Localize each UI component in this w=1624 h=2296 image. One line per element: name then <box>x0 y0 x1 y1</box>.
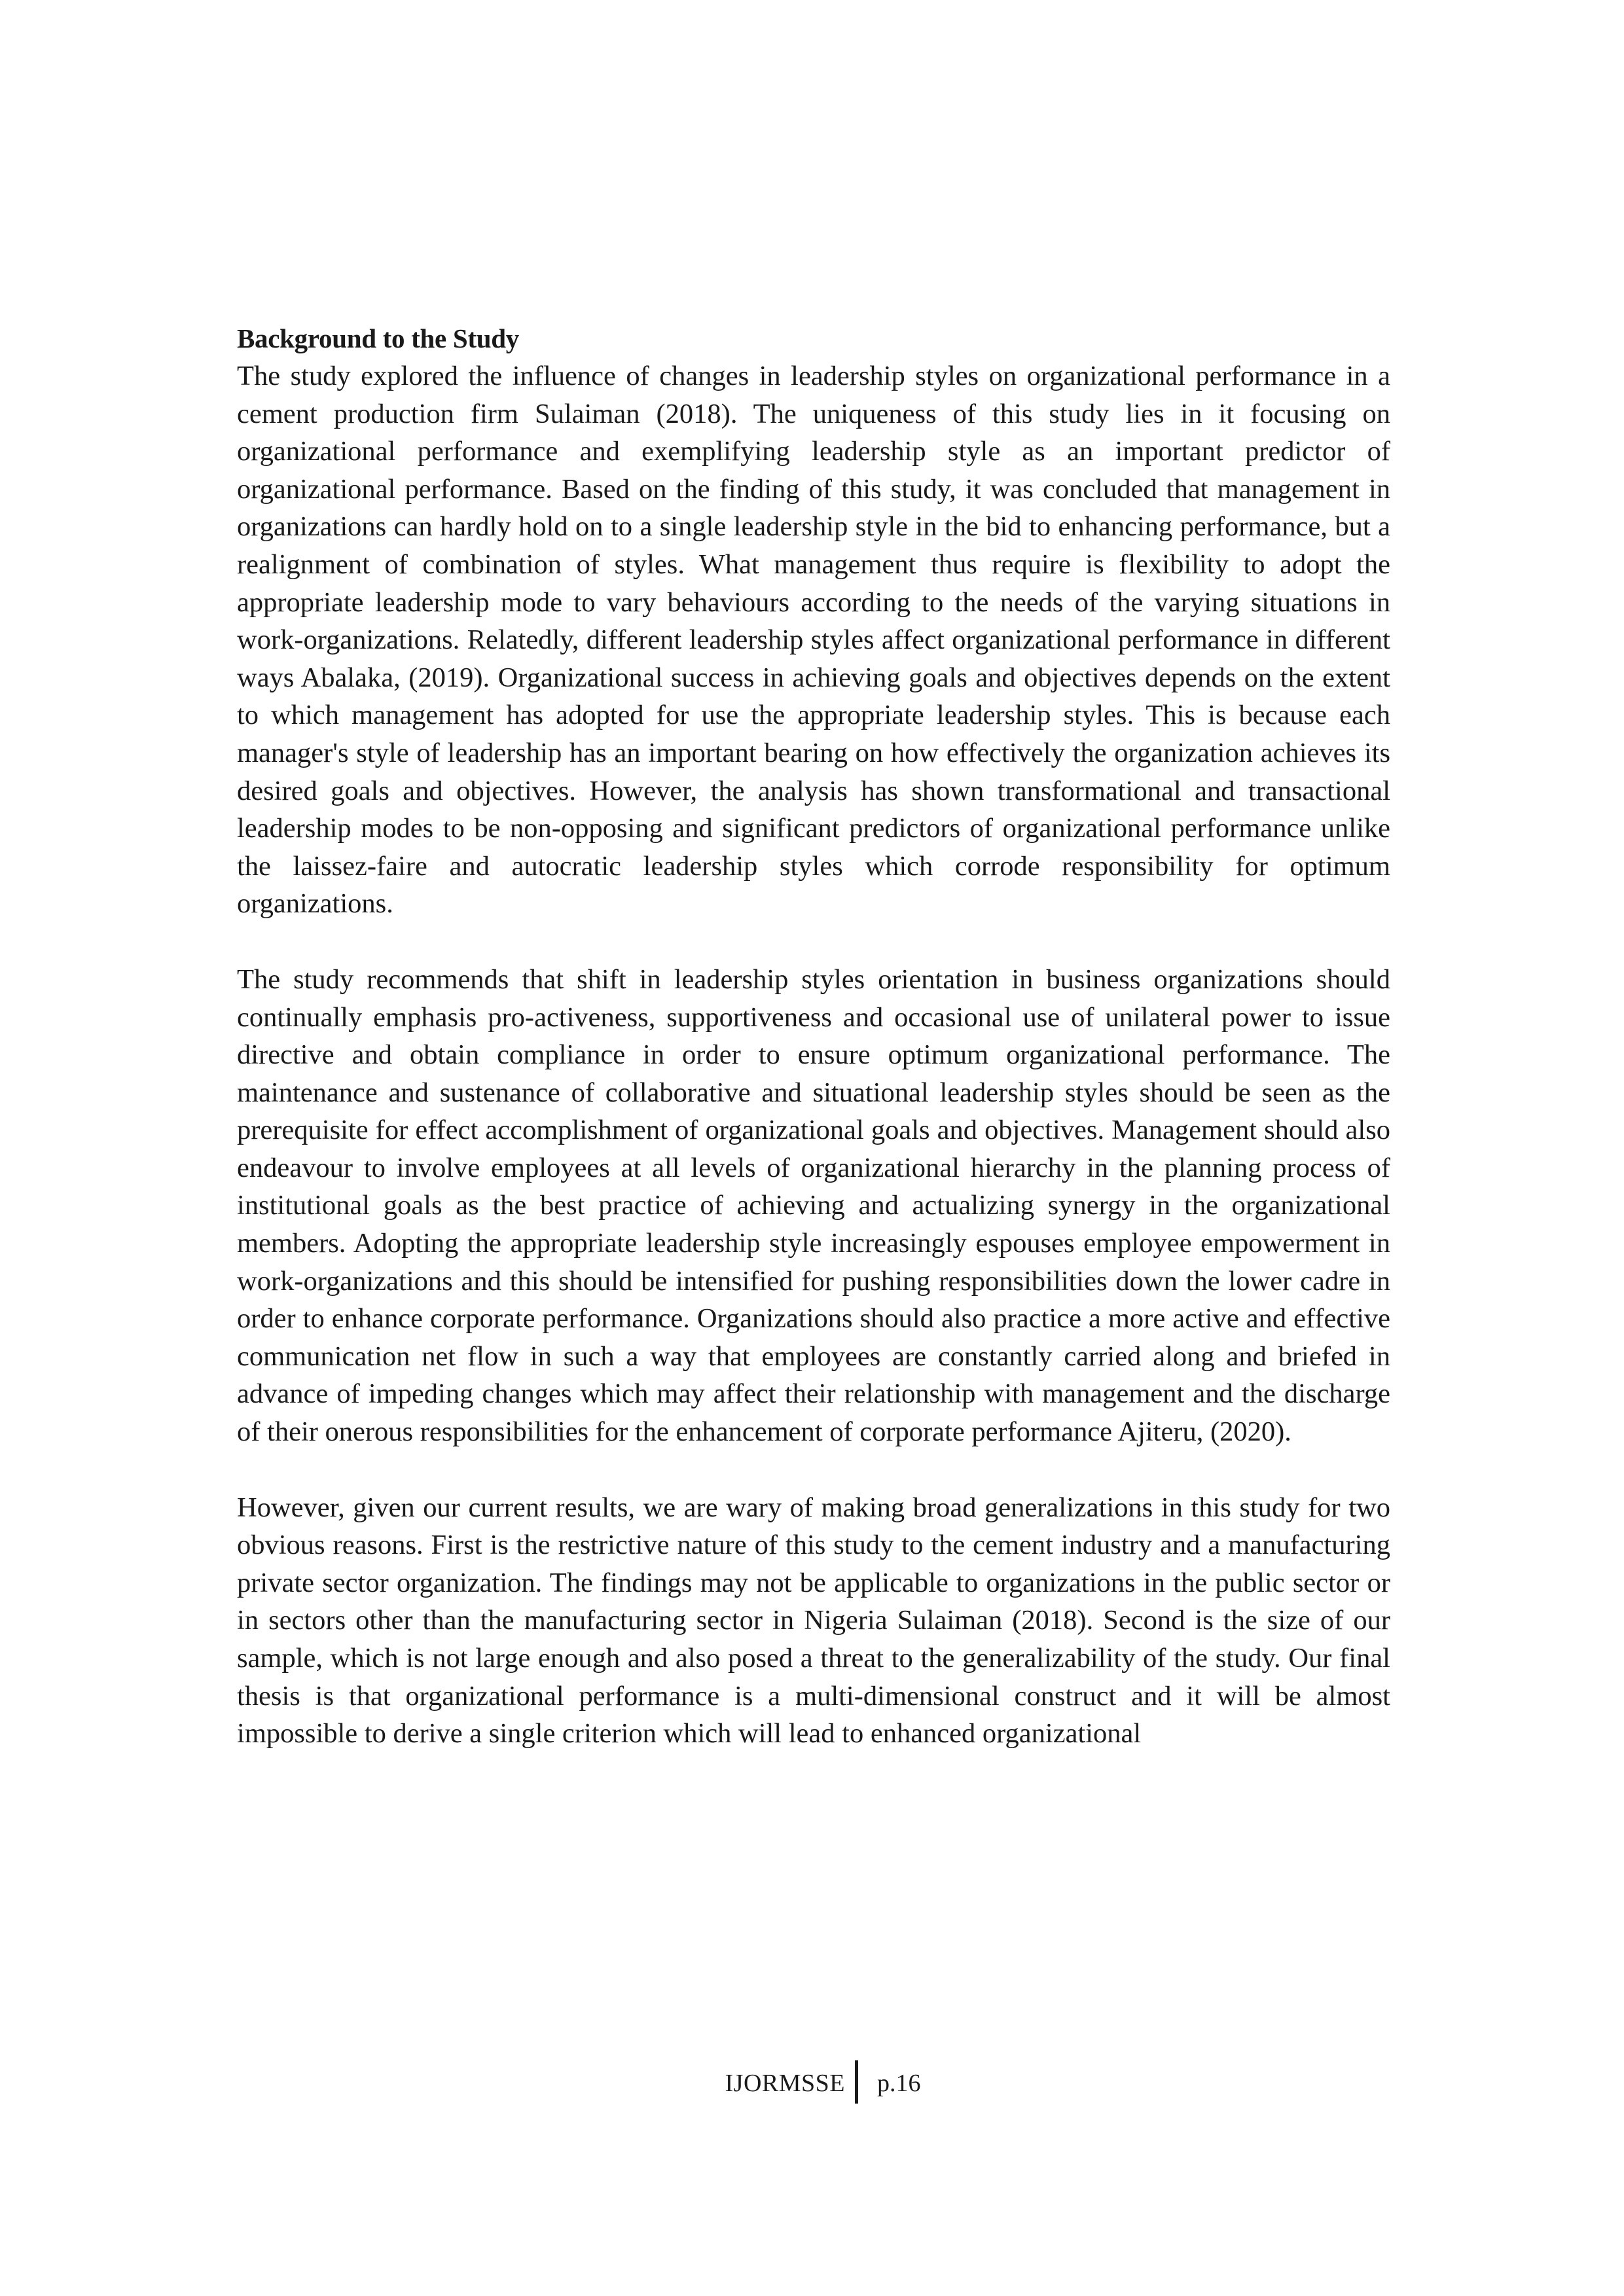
section-heading: Background to the Study <box>237 323 519 353</box>
page-footer <box>0 2060 1624 2106</box>
page-number: p.16 <box>877 2070 921 2097</box>
paragraph-1: The study explored the influence of changes in leadership styles on organizational performance in a cement production firm Sulaiman (2018). The uniqueness of this study lies in it focusing on organizational performance and exemplifying leadership style as an important predictor of organizational performance. Based on the finding of this study, it was concluded that management in organizations can hardly hold on to a single leadership style in the bid to enhancing performance, but a realignment of combination of styles. What management thus require is flexibility to adopt the appropriate leadership mode to vary behaviours according to the needs of the varying situations in work-organizations. Relatedly, different leadership styles affect organizational performance in different ways Abalaka, (2019). Organizational success in achieving goals and objectives depends on the extent to which management has adopted for use the appropriate leadership styles. This is because each manager's style of leadership has an important bearing on how effectively the organization achieves its desired goals and objectives. However, the analysis has shown transformational and transactional leadership modes to be non-opposing and significant predictors of organizational performance unlike the laissez-faire and autocratic leadership styles which corrode responsibility for optimum organizations. <box>237 361 1390 920</box>
paragraph-3: However, given our current results, we are wary of making broad generalizations in this study for two obvious reasons. First is the restrictive nature of this study to the cement industry and a manufacturing private sector organization. The findings may not be applicable to organizations in the public sector or in sectors other than the manufacturing sector in Nigeria Sulaiman (2018). Second is the size of our sample, which is not large enough and also posed a threat to the generalizability of the study. Our final thesis is that organizational performance is a multi-dimensional construct and it will be almost impossible to derive a single criterion which will lead to enhanced organizational <box>237 1492 1390 1749</box>
journal-name: IJORMSSE <box>725 2070 845 2097</box>
footer-divider <box>855 2060 858 2104</box>
paragraph-2: The study recommends that shift in leadership styles orientation in business organizations should continually emphasis pro-activeness, supportiveness and occasional use of unilateral power to issue directive and obtain compliance in order to ensure optimum organizational performance. The maintenance and sustenance of collaborative and situational leadership styles should be seen as the prerequisite for effect accomplishment of organizational goals and objectives. Management should also endeavour to involve employees at all levels of organizational hierarchy in the planning process of institutional goals as the best practice of achieving and actualizing synergy in the organizational members. Adopting the appropriate leadership style increasingly espouses employee empowerment in work-organizations and this should be intensified for pushing responsibilities down the lower cadre in order to enhance corporate performance. Organizations should also practice a more active and effective communication net flow in such a way that employees are constantly carried along and briefed in advance of impeding changes which may affect their relationship with management and the discharge of their onerous responsibilities for the enhancement of corporate performance Ajiteru, (2020). <box>237 963 1390 1448</box>
page-body <box>237 319 1390 1753</box>
